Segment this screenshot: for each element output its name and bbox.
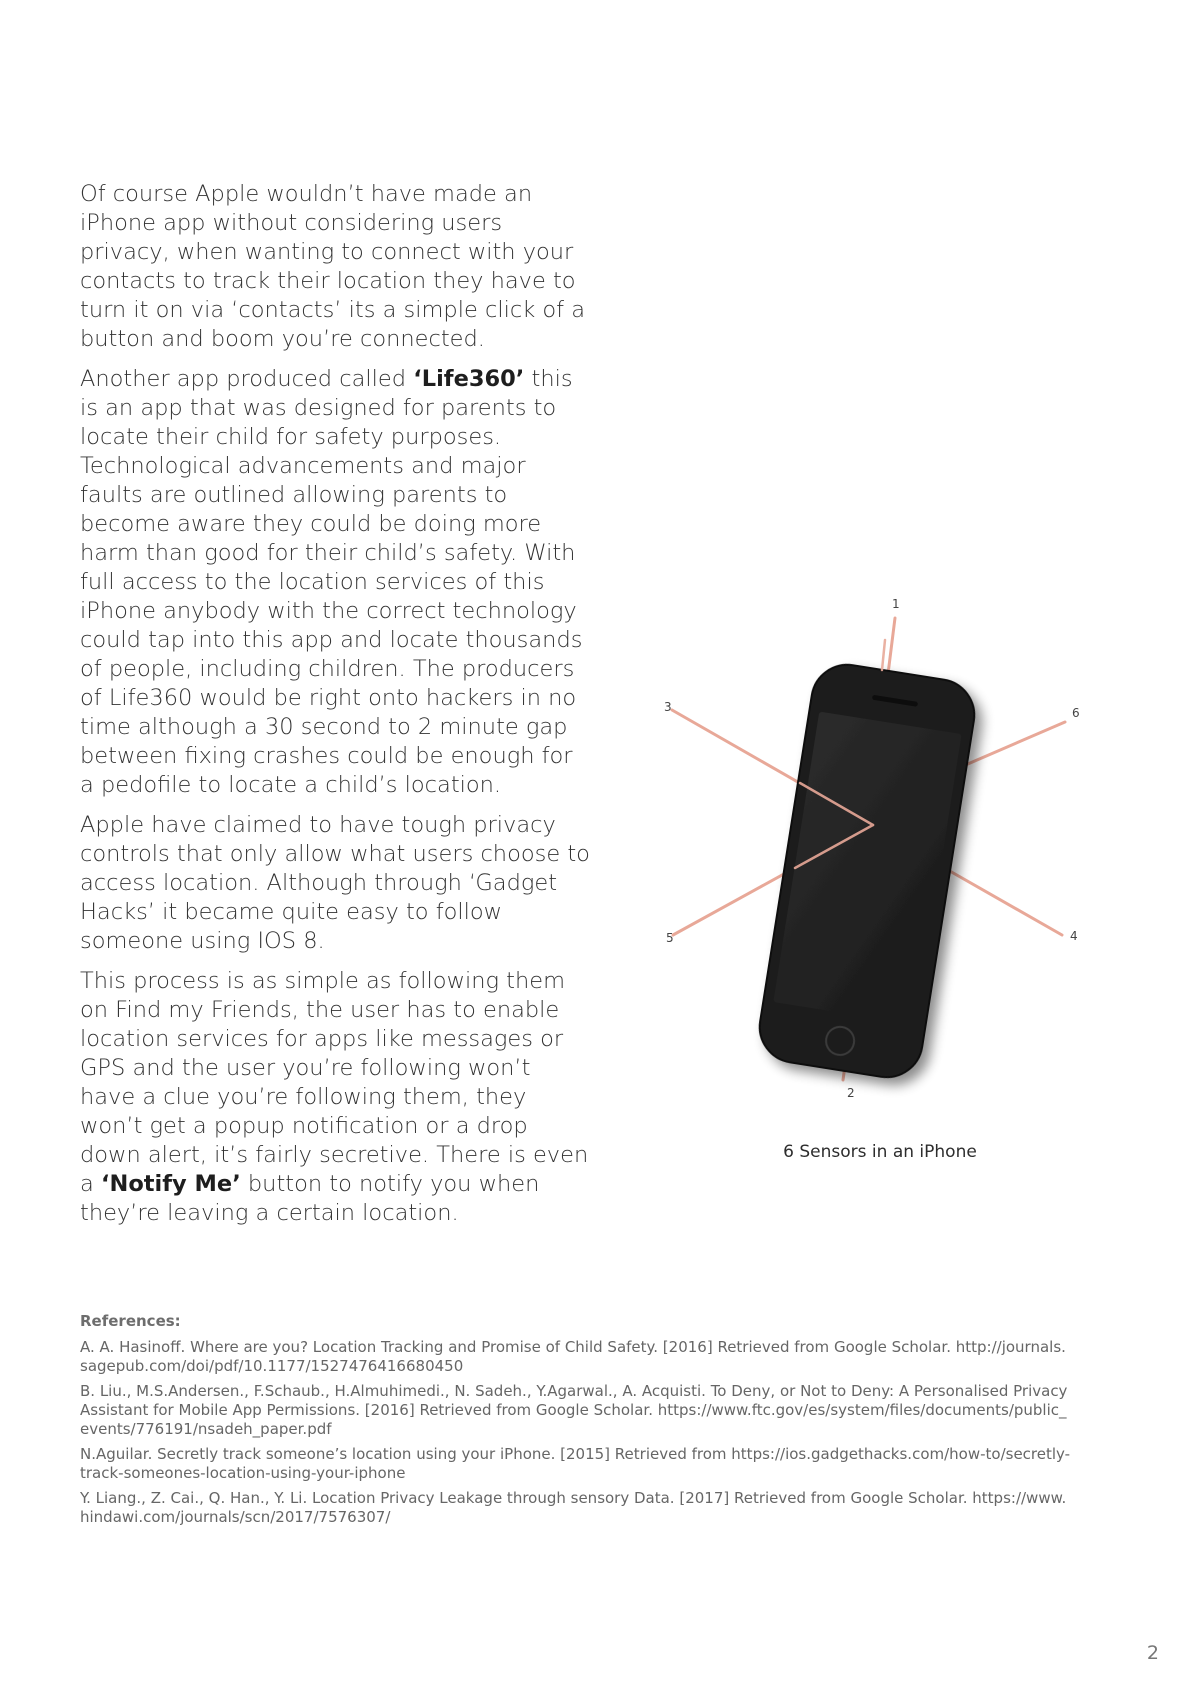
references-section bbox=[80, 1312, 1090, 1533]
reference-item: B. Liu., M.S.Andersen., F.Schaub., H.Almuhimedi., N. Sadeh., Y.Agarwal., A. Acquisti. To Deny, or Not to Deny: A Personalised Privacy Assistant for Mobile App Permissions. [2016] Retrieved from Google Scholar. https://www.ftc.gov/es/system/files/documents/public_ events/776191/nsadeh_paper.pdf bbox=[80, 1382, 1068, 1438]
paragraph-life360: Another app produced called ‘Life360’ this is an app that was designed for parents to locate their child for safety purposes. Technological advancements and major faults are outlined allowing parents to become aware they could be doing more harm than good for their child’s safety. With full access to the location services of this iPhone anybody with the correct technology could tap into this app and locate thousands of people, including children. The producers of Life360 would be right onto hackers in no time although a 30 second to 2 minute gap between fixing crashes could be enough for a pedofile to locate a child’s location. bbox=[80, 366, 583, 798]
reference-item: A. A. Hasinoff. Where are you? Location Tracking and Promise of Child Safety. [2016] Retrieved from Google Scholar. http://journals. sagepub.com/doi/pdf/10.1177/1527476416680450 bbox=[80, 1338, 1066, 1375]
sensor-line-4 bbox=[948, 870, 1062, 935]
reference-item: Y. Liang., Z. Cai., Q. Han., Y. Li. Location Privacy Leakage through sensory Data. [2017] Retrieved from Google Scholar. https://www. hindawi.com/journals/scn/2017/7576307/ bbox=[80, 1489, 1067, 1526]
iphone-illustration bbox=[755, 660, 980, 1083]
iphone-sensors-diagram bbox=[630, 580, 1110, 1180]
paragraph-apple-privacy: Of course Apple wouldn’t have made an iPhone app without considering users privacy, when wanting to connect with your contacts to track their location they have to turn it on via ‘contacts’ its a simple click of a button and boom you’re connected. bbox=[80, 181, 585, 352]
reference-item: N.Aguilar. Secretly track someone’s location using your iPhone. [2015] Retrieved from https://ios.gadgethacks.com/how-to/secretly- track-someones-location-using-your-iphone bbox=[80, 1445, 1071, 1482]
paragraph-gadget-hacks: Apple have claimed to have tough privacy controls that only allow what users choose to access location. Although through ‘Gadget Hacks’ it became quite easy to follow someone using IOS 8. bbox=[80, 812, 590, 954]
page-number: 2 bbox=[1146, 1642, 1159, 1664]
figure-caption: 6 Sensors in an iPhone bbox=[783, 1142, 977, 1162]
life360-emphasis: ‘Life360’ bbox=[413, 366, 525, 392]
body-text-column bbox=[80, 180, 590, 1239]
sensor-label-2: 2 bbox=[847, 1086, 855, 1100]
references-heading: References: bbox=[80, 1312, 181, 1330]
sensor-label-1: 1 bbox=[892, 597, 900, 611]
sensor-label-3: 3 bbox=[664, 700, 672, 714]
sensor-label-5: 5 bbox=[666, 931, 674, 945]
iphone-sensors-figure bbox=[630, 580, 1110, 1180]
sensor-label-4: 4 bbox=[1070, 929, 1078, 943]
sensor-label-6: 6 bbox=[1072, 706, 1080, 720]
paragraph-find-my-friends: This process is as simple as following them on Find my Friends, the user has to enable location services for apps like messages or GPS and the user you’re following won’t have a clue you’re following them, they won’t get a popup notification or a drop down alert, it’s fairly secretive. There is even a ‘Notify Me’ button to notify you when they’re leaving a certain location. bbox=[80, 968, 589, 1226]
notify-me-emphasis: ‘Notify Me’ bbox=[100, 1171, 241, 1197]
